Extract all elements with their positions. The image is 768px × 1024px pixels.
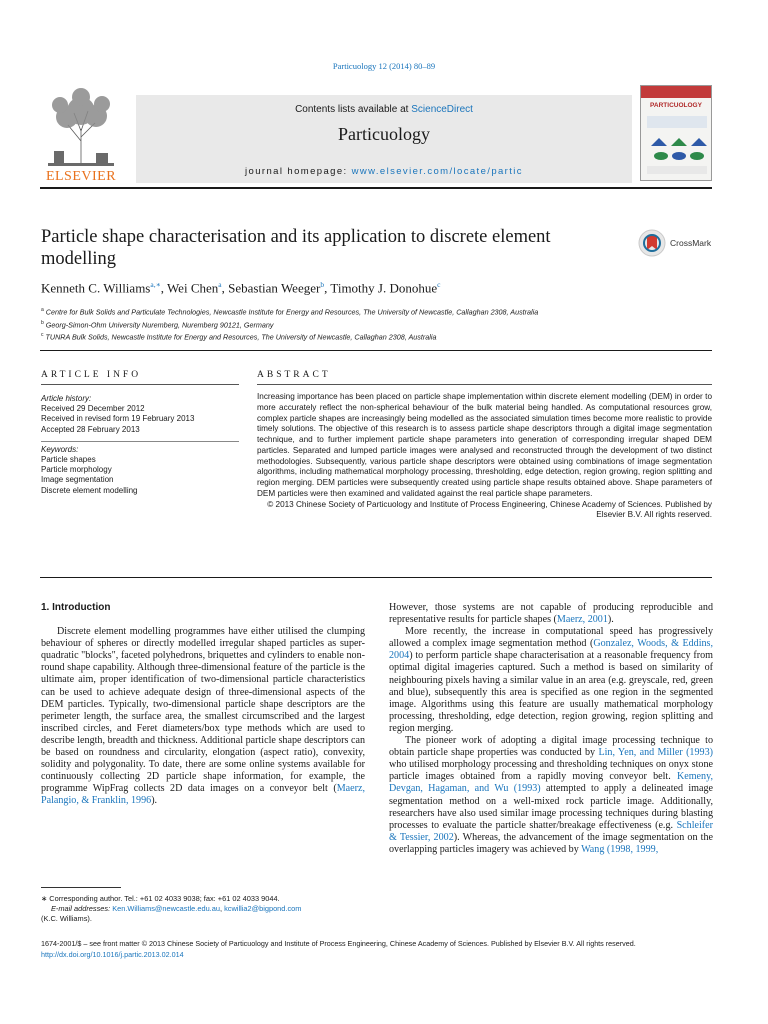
- keywords-divider: [41, 441, 239, 442]
- keyword-item: Image segmentation: [41, 475, 114, 485]
- abstract-text: Increasing importance has been placed on particle shape implementation within discrete element modelling (DEM) in order to more accurately reflect the non-spherical behaviour of the bulk material being handled. As computational resources grow, complex particle shapes are increasingly being modelled as the associated simulation times become more realistic to provide timely solutions. The objective of this research is to assess particle shape descriptors through a digital image segmentation technique, and to further implement particle shape parameters into generation of corresponding irregular shaped DEM particles. Separated and lumped particle images were analysed and reconstructed through the development of two distinct methodologies. Subsequently, various particle shape descriptors were obtained using combinations of image segmentation algorithms, including mathematical morphology processing, thresholding, edge detection, region growing, region splitting and region merging. DEM particles were subsequently created using particle shape results obtained above. Shape parameters of DEM particles were then examined and validated against the real particle shape parameters.: [257, 392, 712, 498]
- abstract-heading: ABSTRACT: [257, 370, 331, 380]
- affiliation-item: [41, 305, 538, 318]
- footer-issn-line: 1674-2001/$ – see front matter © 2013 Chinese Society of Particuology and Institute of Process Engineering, Chinese Academy of Sciences. Published by Elsevier B.V. All rights reserved.: [41, 939, 636, 948]
- history-item: Accepted 28 February 2013: [41, 424, 140, 434]
- abstract-divider: [40, 577, 712, 578]
- contents-line: [136, 104, 632, 115]
- homepage-line: [136, 166, 632, 177]
- header-divider: [40, 187, 712, 189]
- paragraph-text: who utilised morphology processing and thresholding techniques on onyx stone particle images obtained from a rapidly moving conveyor belt.: [389, 759, 713, 783]
- abstract-body: [257, 392, 712, 521]
- citation-link[interactable]: Lin, Yen, and Miller (1993): [598, 747, 713, 759]
- abstract-rule: [257, 384, 712, 385]
- footnote-rule: [41, 887, 121, 888]
- paragraph: [41, 626, 365, 807]
- footnote-line: ∗ Corresponding author. Tel.: +61 02 4033 9038; fax: +61 02 4033 9044.: [41, 894, 280, 903]
- article-info-heading: ARTICLE INFO: [41, 370, 142, 380]
- crossmark-icon: [638, 229, 666, 257]
- journal-cover-thumbnail[interactable]: [640, 85, 712, 181]
- homepage-link[interactable]: www.elsevier.com/locate/partic: [351, 166, 523, 177]
- cover-art-icon: [641, 112, 712, 181]
- paragraph-text: More recently, the increase in computational speed has progressively allowed a complex image segmentation method (: [389, 626, 713, 650]
- citation-link[interactable]: Schleifer & Tessier, 2002: [389, 819, 713, 843]
- paragraph: [389, 626, 713, 735]
- paragraph-text: ). Whereas, the advancement of the image segmentation on the overlapping particles imagery was achieved by: [389, 831, 713, 855]
- affiliation-text: Georg-Simon-Ohm University Nuremberg, Nuremberg 90121, Germany: [45, 320, 274, 330]
- affiliation-text: TUNRA Bulk Solids, Newcastle Institute for Energy and Resources, The University of Newcastle, Callaghan 2308, Australia: [45, 332, 437, 342]
- affiliation-item: [41, 318, 538, 331]
- affiliation-list: [41, 305, 538, 343]
- page-footer: [41, 939, 713, 960]
- keyword-item: Particle morphology: [41, 465, 112, 475]
- paragraph-text: ).: [151, 795, 158, 807]
- paragraph: [389, 735, 713, 856]
- keywords-label: Keywords:: [41, 444, 79, 454]
- author-name[interactable]: Sebastian Weeger: [228, 280, 321, 296]
- citation-link[interactable]: Wang (1998, 1999,: [581, 843, 659, 855]
- author-name[interactable]: Timothy J. Donohue: [330, 280, 438, 296]
- affiliation-marker: c: [41, 332, 44, 339]
- email-link[interactable]: Ken.Williams@newcastle.edu.au: [112, 904, 220, 913]
- journal-reference[interactable]: Particuology 12 (2014) 80–89: [332, 61, 436, 71]
- contents-prefix: Contents lists available at: [295, 104, 412, 115]
- author-separator: ,: [221, 280, 229, 296]
- paragraph-text: ).: [607, 614, 614, 626]
- paragraph-text: ) to perform particle shape characterisation at a reasonable frequency from optimal digital imageries captured. Such a method is based on similarity of neighbouring pixels having a similar value in an area (e.g. greyscale, red, green and blue), subsequently this area is specified as one region in the segmented image. Algorithms using this feature are usually mathematical morphology processing, thresholding, edge detection, region growing, region splitting and region merging.: [389, 650, 713, 734]
- citation-link[interactable]: Kemeny, Devgan, Hagaman, and Wu (1993): [389, 771, 713, 795]
- elsevier-tree-logo[interactable]: [40, 85, 122, 185]
- homepage-prefix: journal homepage:: [245, 166, 352, 177]
- author-name[interactable]: Wei Chen: [166, 280, 219, 296]
- citation-link[interactable]: Maerz, 2001: [556, 614, 608, 626]
- author-separator: ,: [324, 280, 331, 296]
- elsevier-wordmark: ELSEVIER: [45, 169, 117, 184]
- journal-banner: [136, 95, 632, 183]
- author-affiliation-marker[interactable]: c: [437, 280, 441, 289]
- sciencedirect-link[interactable]: ScienceDirect: [411, 104, 473, 115]
- citation-link[interactable]: Maerz, Palangio, & Franklin, 1996: [41, 783, 365, 807]
- author-affiliation-marker[interactable]: b: [320, 280, 325, 289]
- author-name[interactable]: Kenneth C. Williams: [41, 280, 151, 296]
- cover-title: PARTICUOLOGY: [650, 102, 702, 109]
- citation-link[interactable]: Gonzalez, Woods, & Eddins, 2004: [389, 638, 714, 662]
- article-info-panel: [41, 394, 239, 496]
- author-affiliation-marker[interactable]: a: [218, 280, 222, 289]
- email-label: E-mail addresses:: [51, 904, 111, 913]
- footnote-line: (K.C. Williams).: [41, 914, 92, 923]
- paragraph: [389, 602, 713, 626]
- footnote: [41, 894, 365, 924]
- journal-header: [40, 85, 712, 185]
- title-divider: [40, 350, 712, 351]
- section-heading: 1. Introduction: [41, 602, 111, 613]
- paragraph-text: The pioneer work of adopting a digital image processing technique to obtain particle shape properties was conducted by: [389, 735, 713, 759]
- body-column-right: [389, 602, 713, 856]
- affiliation-marker: b: [41, 319, 44, 326]
- copyright-notice: © 2013 Chinese Society of Particuology and Institute of Process Engineering, Chinese Academy of Sciences. Published by Elsevier B.V. All rights reserved.: [267, 499, 712, 520]
- article-info-rule: [41, 384, 239, 385]
- crossmark-label: CrossMark: [670, 238, 712, 248]
- author-separator: ,: [160, 280, 167, 296]
- author-list: [41, 280, 440, 296]
- paragraph-text: Discrete element modelling programmes have either utilised the clumping behaviour of spheres or directly modelled irregular shaped particles as super-quadratic "blocks", faceted polyhedrons, briquettes and cylinders to enable non-round shape capability. Although three-dimensional feature of the particle is the ultimate aim, proper identification of two-dimensional particle characteristics can be used to achieve adequate design of three-dimensional aspects of the DEM particles. Typically, two-dimensional particle shape descriptors are the perimeter length, the surface area, the smallest circumscribed and the largest inscribed circles, and Feret diameters/box type methods which are used to describe length, breadth and thickness. Additional particle shape descriptors can be based on roundness and circularity, elongation (aspect ratio), convexity, solidity and polygonality. To date, there are some online systems available for continuously collecting 2D particle shape information, for example, the programme WipFrag collects 2D data images on a conveyor belt (: [41, 626, 365, 795]
- keyword-item: Particle shapes: [41, 455, 96, 465]
- history-item: Received 29 December 2012: [41, 404, 145, 414]
- body-column-left: [41, 602, 365, 808]
- article-title: Particle shape characterisation and its application to discrete element modelling: [41, 227, 551, 269]
- affiliation-item: [41, 330, 538, 343]
- paragraph-text: However, those systems are not capable of producing reproducible and representative results for particle shapes (: [389, 602, 713, 626]
- tree-icon: [40, 85, 122, 169]
- keyword-item: Discrete element modelling: [41, 485, 138, 495]
- paragraph-text: attempted to apply a delineated image segmentation method on a well-mixed rock particle image. Additionally, researchers have also used similar image processing techniques during blasting processes to evaluate the particle shatter/breakage effectiveness (e.g.: [389, 783, 713, 831]
- footnote-line: E-mail addresses: Ken.Williams@newcastle.edu.au, kcwillia2@bigpond.com: [51, 904, 302, 913]
- affiliation-marker: a: [41, 307, 44, 313]
- history-item: Received in revised form 19 February 2013: [41, 414, 195, 424]
- crossmark-badge[interactable]: [638, 229, 718, 259]
- author-affiliation-marker[interactable]: a,∗: [150, 280, 161, 289]
- doi-link[interactable]: http://dx.doi.org/10.1016/j.partic.2013.02.014: [41, 949, 184, 959]
- history-label: Article history:: [41, 394, 92, 403]
- email-link[interactable]: kcwillia2@bigpond.com: [224, 904, 302, 913]
- affiliation-text: Centre for Bulk Solids and Particulate Technologies, Newcastle Institute for Energy and Resources, The University of Newcastle, Callaghan 2308, Australia: [45, 307, 539, 317]
- journal-title: Particuology: [338, 124, 430, 144]
